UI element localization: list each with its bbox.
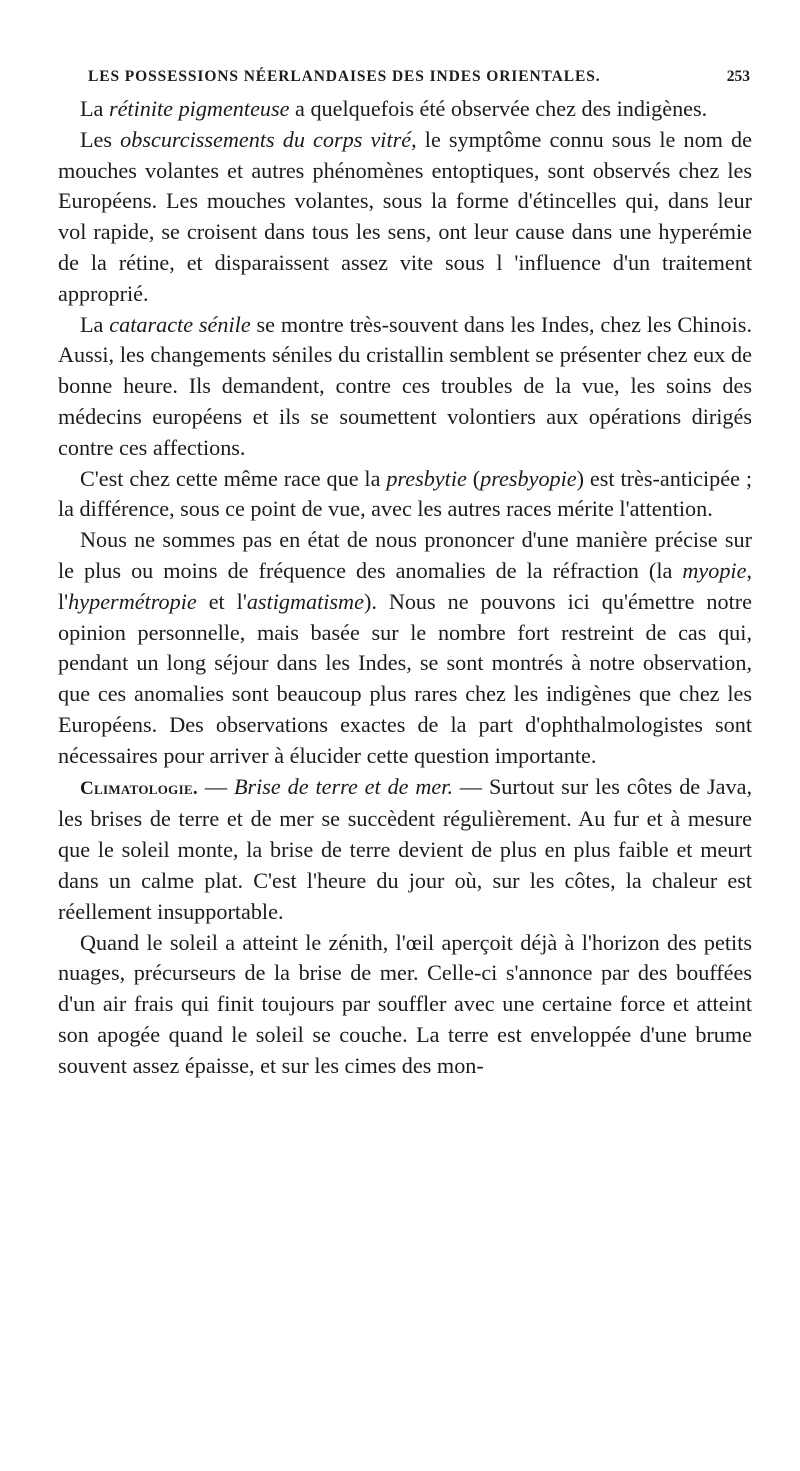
paragraph-cataracte: La cataracte sénile se montre très-souvent dans les Indes, chez les Chinois. Aussi, les changements séniles du cristallin semblent se présenter chez eux de bonne heure. Ils demandent, contre ces troubles de la vue, les soins des médecins européens et ils se soumettent volontiers aux opérations dirigés contre ces affections.	[58, 311, 752, 460]
paragraph-zenith: Quand le soleil a atteint le zénith, l'œil aperçoit déjà à l'horizon des petits nuages, précurseurs de la brise de mer. Celle-ci s'annonce par des bouffées d'un air frais qui finit toujours par souffler avec une certaine force et atteint son apogée quand le soleil se couche. La terre est enveloppée d'une brume souvent assez épaisse, et sur les cimes des mon-	[58, 929, 752, 1078]
page-number: 253	[726, 68, 750, 85]
page-body	[58, 94, 752, 1082]
running-header	[88, 68, 752, 86]
paragraph-refraction: Nous ne sommes pas en état de nous prononcer d'une manière précise sur le plus ou moins de fréquence des anomalies de la réfraction (la myopie, l'hypermétropie et l'astigmatisme). Nous ne pouvons ici qu'émettre notre opinion personnelle, mais basée sur le nombre fort restreint de cas qui, pendant un long séjour dans les Indes, se sont montrés à notre observation, que ces anomalies sont beaucoup plus rares chez les indigènes que chez les Européens. Des observations exactes de la part d'ophthalmologistes sont nécessaires pour arriver à élucider cette question importante.	[58, 527, 752, 768]
section-heading-climatologie: Climatologie.	[80, 777, 198, 799]
header-title: LES POSSESSIONS NÉERLANDAISES DES INDES ORIENTALES.	[88, 68, 601, 85]
paragraph-corps-vitre: Les obscurcissements du corps vitré, le symptôme connu sous le nom de mouches volantes et autres phénomènes entoptiques, sont observés chez les Européens. Les mouches volantes, sous la forme d'étincelles qui, dans leur vol rapide, se croisent dans tous les sens, ont leur cause dans une hyperémie de la rétine, et disparaissent assez vite sous l 'influence d'un traitement approprié.	[58, 126, 752, 306]
paragraph-retinite: La rétinite pigmenteuse a quelquefois été observée chez des indigènes.	[80, 96, 708, 121]
paragraph-climatologie: Climatologie. — Brise de terre et de mer. — Surtout sur les côtes de Java, les brises de terre et de mer se succèdent régulièrement. Au fur et à mesure que le soleil monte, la brise de terre devient de plus en plus faible et meurt dans un calme plat. C'est l'heure du jour où, sur les côtes, la chaleur est réellement insupportable.	[58, 773, 752, 924]
paragraph-presbytie: C'est chez cette même race que la presbytie (presbyopie) est très-anticipée ; la différence, sous ce point de vue, avec les autres races mérite l'attention.	[58, 465, 752, 522]
